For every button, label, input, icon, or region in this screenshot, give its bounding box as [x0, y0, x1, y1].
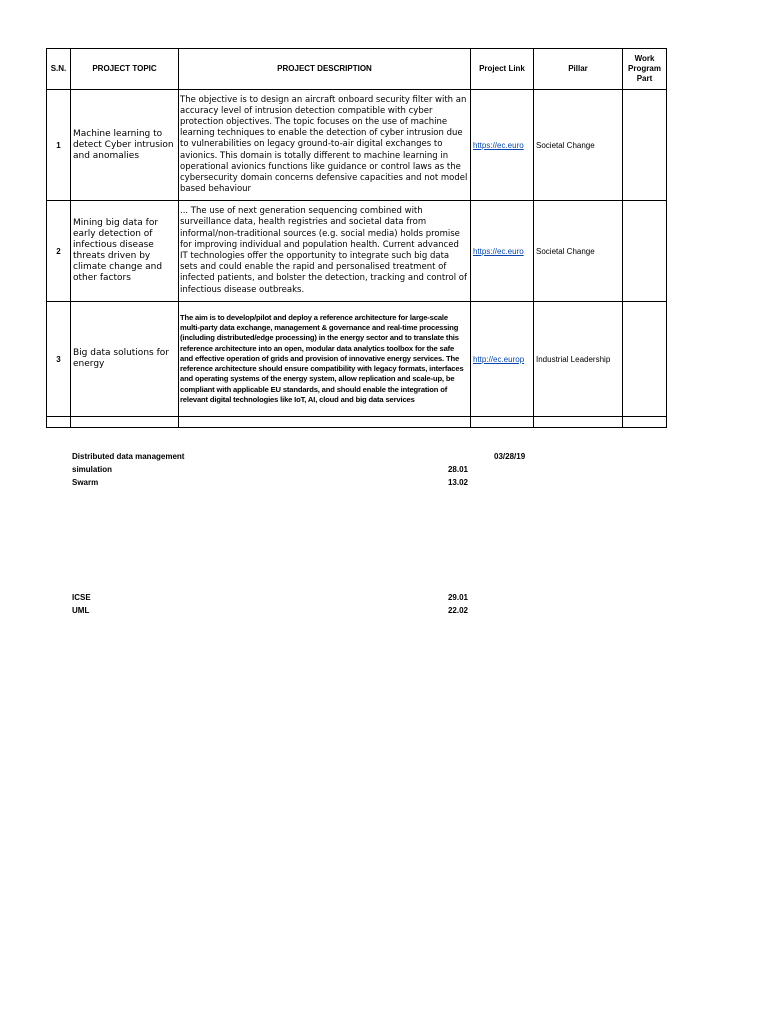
empty-cell: [71, 417, 179, 428]
cell-pillar: Industrial Leadership: [534, 302, 623, 417]
table-row: [47, 90, 667, 201]
cell-description: The aim is to develop/pilot and deploy a reference architecture for large-scale multi-party data exchange, management & governance and real-time processing (including distributed/edge processing) in the energy sector and to translate this reference architecture into an open, modular data analytics toolbox for the safe and effective operation of grids and provision of innovative energy services. The reference architecture should ensure compatibility with legacy formats, interfaces and operating systems of the energy system, allow replication and scale-up, be compliant with applicable EU standards, and should enable the integration of relevant digital technologies like IoT, AI, cloud and big data services: [179, 302, 471, 417]
header-description: PROJECT DESCRIPTION: [179, 49, 471, 90]
cell-work-program: [623, 302, 667, 417]
cell-topic: Machine learning to detect Cyber intrusion and anomalies: [71, 90, 179, 201]
table-row: [47, 201, 667, 302]
cell-pillar: Societal Change: [534, 201, 623, 302]
note-distributed-data: Distributed data management: [72, 452, 185, 461]
note-simulation: simulation: [72, 465, 113, 474]
cell-sn: 1: [47, 90, 71, 201]
cell-description: ... The use of next generation sequencing combined with surveillance data, health registries and societal data from informal/non-traditional sources (e.g. social media) holds promise for improving individual and population health. Current advanced IT technologies offer the opportunity to integrate such big data sets and could enable the rapid and personalised treatment of infected patients, and bolster the detection, tracking and control of infectious disease outbreaks.: [179, 201, 471, 302]
cell-topic: Big data solutions for energy: [71, 302, 179, 417]
note-icse-value: 29.01: [447, 593, 468, 602]
empty-cell: [534, 417, 623, 428]
header-topic: PROJECT TOPIC: [71, 49, 179, 90]
empty-cell: [47, 417, 71, 428]
cell-project-link[interactable]: https://ec.euro: [471, 90, 534, 201]
projects-table: [46, 48, 667, 428]
note-icse: ICSE: [72, 593, 91, 602]
table-row: [47, 302, 667, 417]
note-simulation-value: 28.01: [447, 465, 468, 474]
cell-project-link[interactable]: http://ec.europ: [471, 302, 534, 417]
note-swarm-value: 13.02: [447, 478, 468, 487]
header-pillar: Pillar: [534, 49, 623, 90]
header-link: Project Link: [471, 49, 534, 90]
header-row: [47, 49, 667, 90]
empty-cell: [179, 417, 471, 428]
empty-cell: [623, 417, 667, 428]
note-uml-value: 22.02: [447, 606, 468, 615]
cell-topic: Mining big data for early detection of infectious disease threats driven by climate change and other factors: [71, 201, 179, 302]
cell-description: The objective is to design an aircraft onboard security filter with an accuracy level of intrusion detection compatible with cyber protection objectives. The topic focuses on the use of machine learning techniques to enable the detection of cyber intrusion due to vulnerabilities on legacy ground-to-air digital exchanges to avionics. This domain is totally different to machine learning in operational avionics functions like guidance or control laws as the cybersecurity domain concerns defensive capacities and not model based behaviour: [179, 90, 471, 201]
cell-project-link[interactable]: https://ec.euro: [471, 201, 534, 302]
note-swarm: Swarm: [72, 478, 99, 487]
cell-work-program: [623, 90, 667, 201]
note-date: 03/28/19: [494, 452, 526, 461]
cell-sn: 3: [47, 302, 71, 417]
cell-work-program: [623, 201, 667, 302]
cell-pillar: Societal Change: [534, 90, 623, 201]
header-sn: S.N.: [47, 49, 71, 90]
header-work-program: Work Program Part: [623, 49, 667, 90]
note-uml: UML: [72, 606, 90, 615]
empty-cell: [471, 417, 534, 428]
empty-row: [47, 417, 667, 428]
cell-sn: 2: [47, 201, 71, 302]
